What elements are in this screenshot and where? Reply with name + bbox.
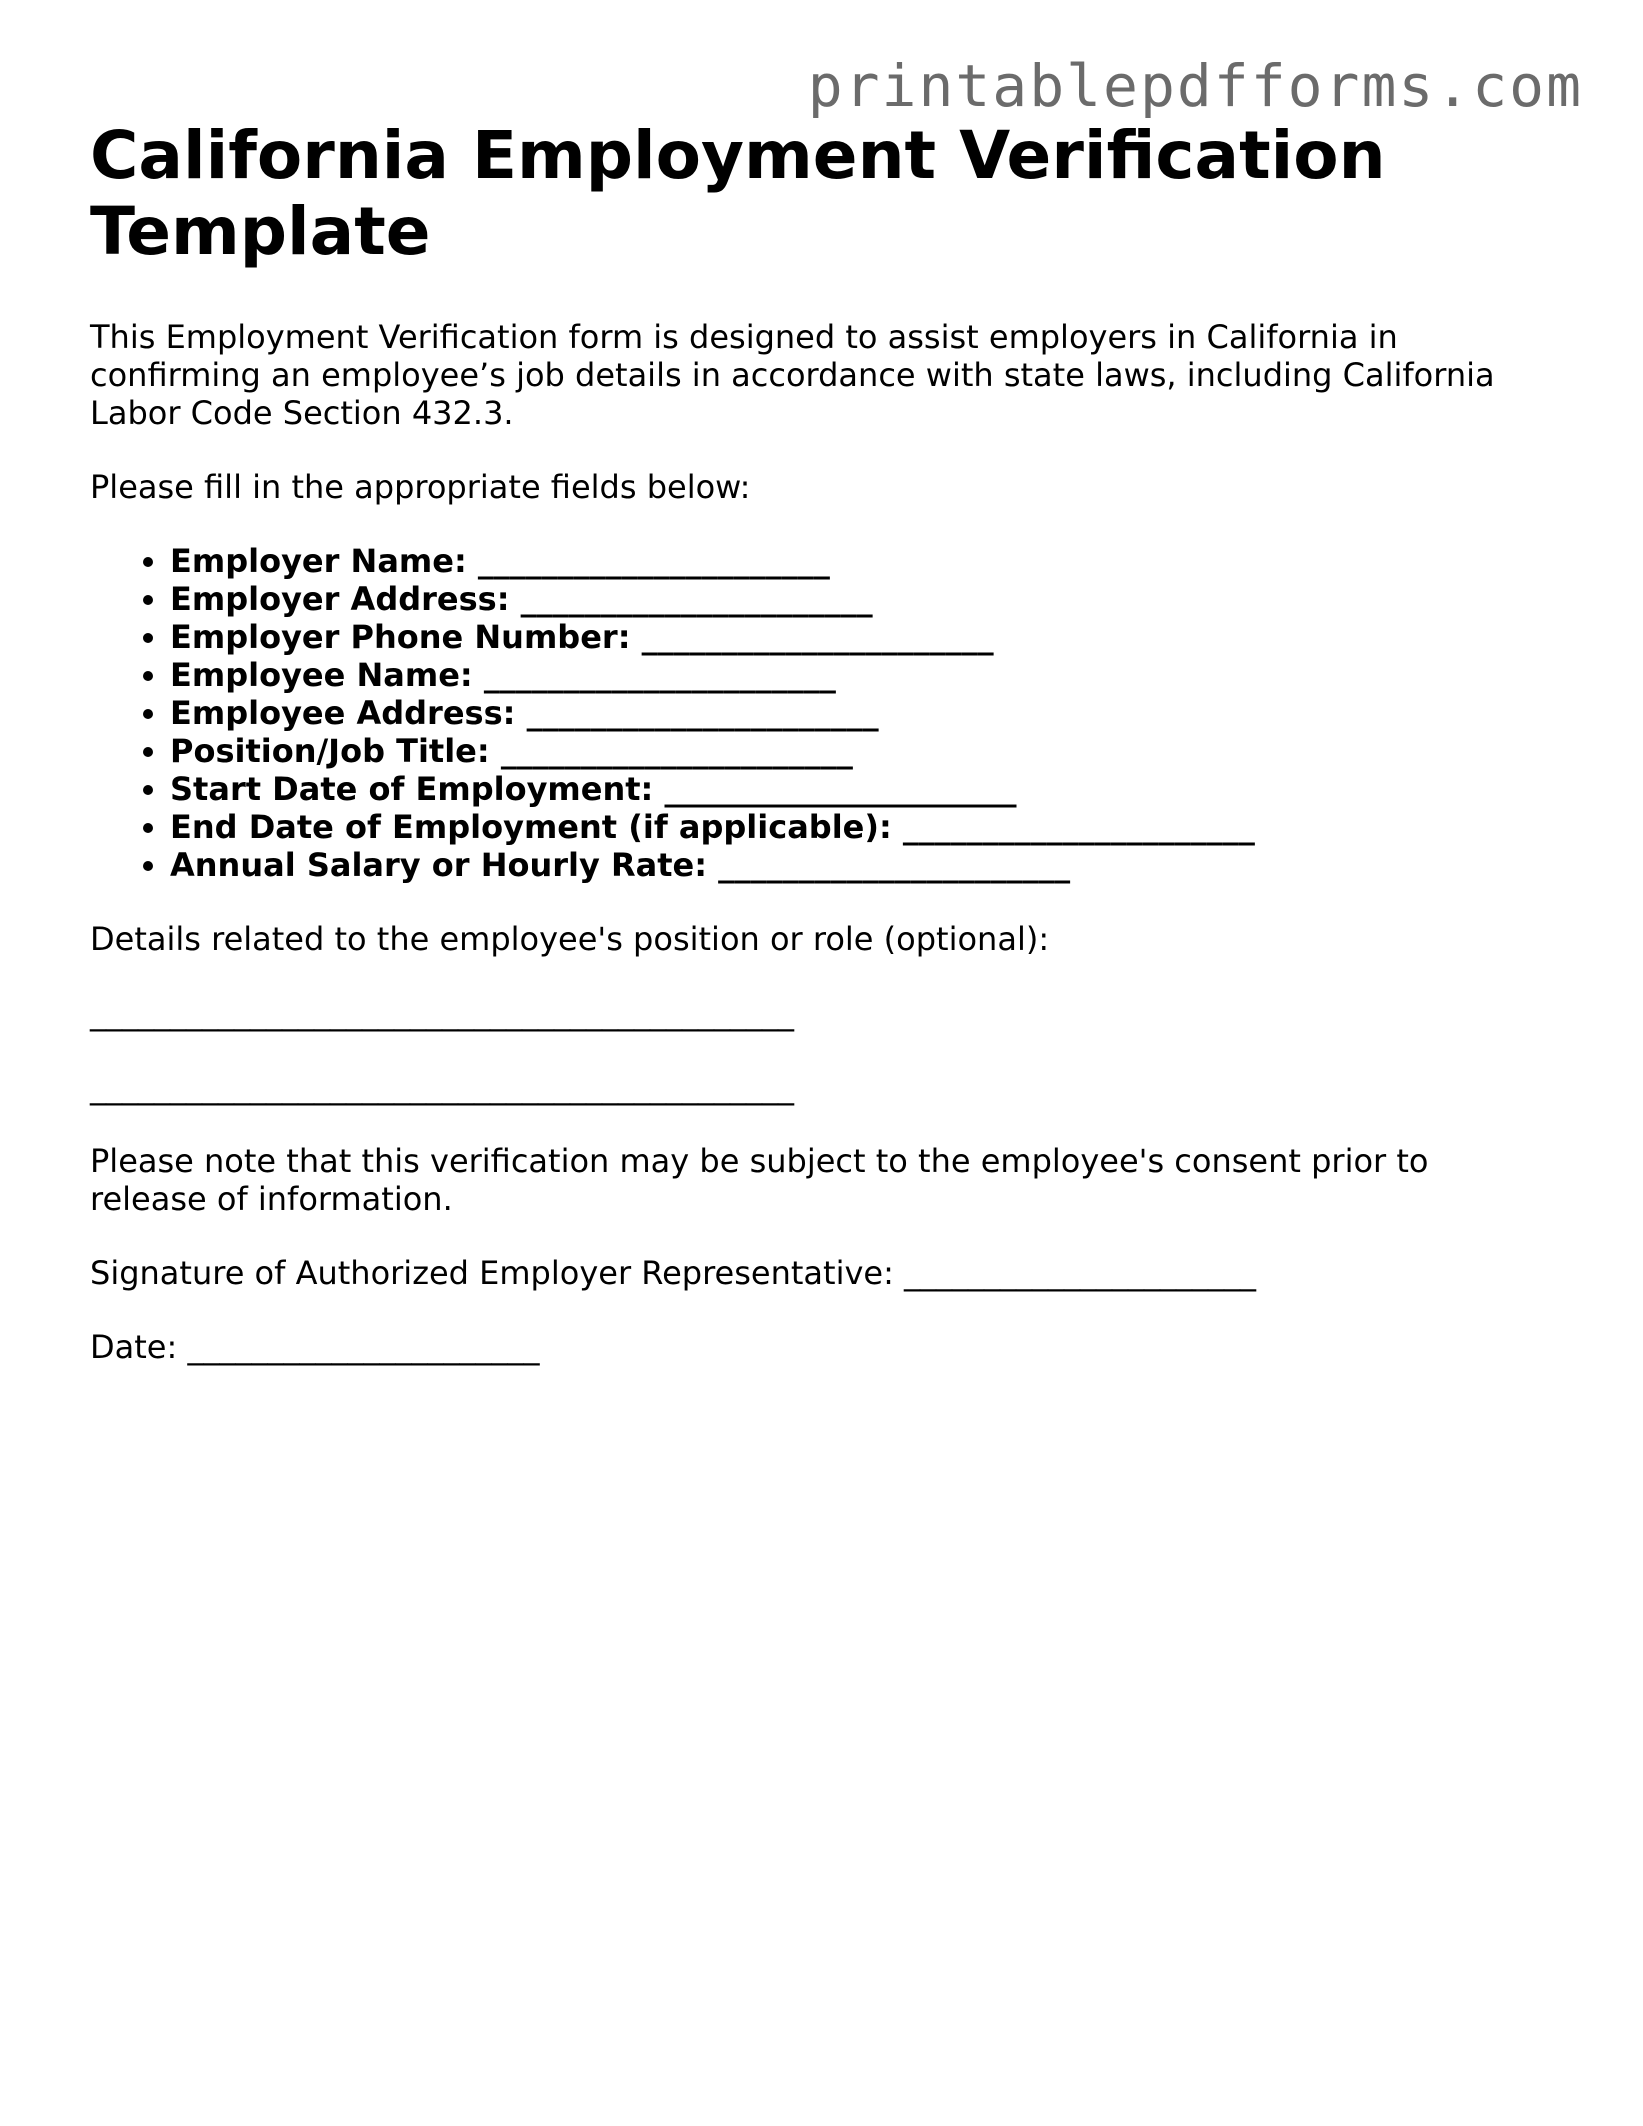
field-position-title[interactable]: • Position/Job Title: ______________________: [170, 732, 1550, 770]
date-field[interactable]: Date: ______________________: [90, 1328, 540, 1366]
details-line-1[interactable]: ____________________________________________: [90, 994, 794, 1032]
instruction-text: Please fill in the appropriate fields below:: [90, 468, 751, 506]
consent-note: Please note that this verification may be subject to the employee's consent prior to release of information.: [90, 1142, 1429, 1218]
fields-list: [90, 542, 1550, 884]
document-body: [90, 118, 1550, 1402]
field-end-date[interactable]: • End Date of Employment (if applicable): ______________________: [170, 808, 1550, 846]
field-salary-rate[interactable]: • Annual Salary or Hourly Rate: ______________________: [170, 846, 1550, 884]
watermark-text: printablepdfforms.com: [807, 52, 1583, 120]
details-line-2[interactable]: ____________________________________________: [90, 1068, 794, 1106]
signature-field[interactable]: Signature of Authorized Employer Representative: ______________________: [90, 1254, 1257, 1292]
field-employee-address[interactable]: • Employee Address: ______________________: [170, 694, 1550, 732]
field-employee-name[interactable]: • Employee Name: ______________________: [170, 656, 1550, 694]
details-label: Details related to the employee's position or role (optional):: [90, 920, 1050, 958]
intro-paragraph: This Employment Verification form is designed to assist employers in California in confirming an employee’s job details in accordance with state laws, including California Labor Code Section 432.3.: [90, 318, 1495, 432]
field-employer-phone[interactable]: • Employer Phone Number: ______________________: [170, 618, 1550, 656]
page-title: California Employment Verification Template: [90, 117, 1386, 270]
field-employer-address[interactable]: • Employer Address: ______________________: [170, 580, 1550, 618]
field-employer-name[interactable]: • Employer Name: ______________________: [170, 542, 1550, 580]
field-start-date[interactable]: • Start Date of Employment: ______________________: [170, 770, 1550, 808]
